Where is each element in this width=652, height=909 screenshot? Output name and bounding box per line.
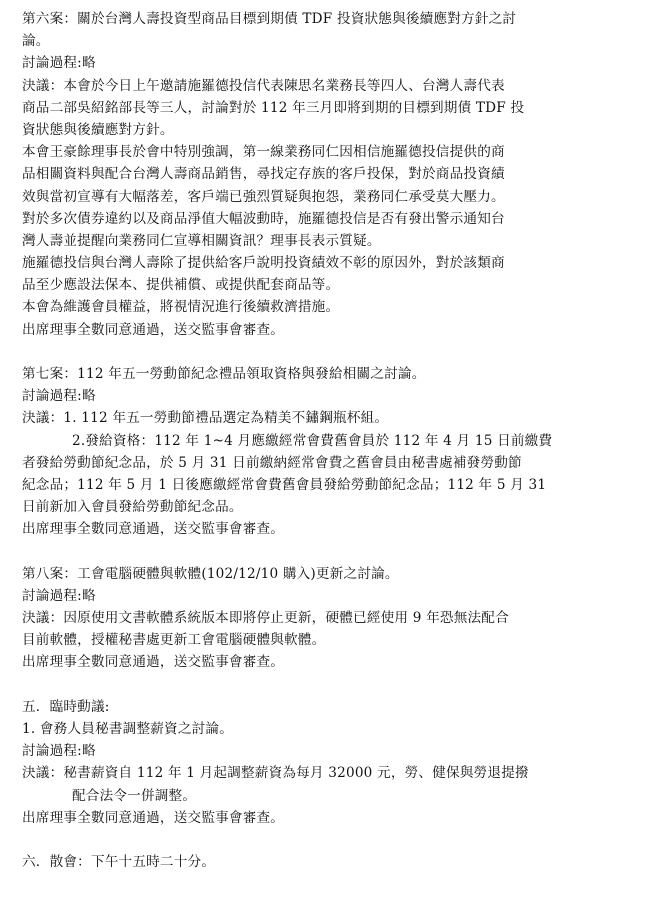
case6-body-line: 本會王豪餘理事長於會中特別強調，第一線業務同仁因相信施羅德投信提供的商 (22, 144, 505, 161)
case8-resolution-line: 決議：因原使用文書軟體系統版本即將停止更新，硬體已經使用 9 年恐無法配合 (22, 610, 509, 627)
case6-resolution-line: 決議：本會於今日上午邀請施羅德投信代表陳思名業務長等四人、台灣人壽代表 (22, 77, 505, 94)
section5-resolution-cont: 配合法令一併調整。 (72, 787, 197, 804)
section5-heading: 五．臨時動議: (22, 698, 110, 715)
case8-title: 第八案：工會電腦硬體與軟體(102/12/10 購入)更新之討論。 (22, 565, 399, 582)
section5-item1-title: 1. 會務人員秘書調整薪資之討論。 (22, 721, 234, 737)
case6-body-line: 品相關資料與配合台灣人壽商品銷售，尋找定存族的客戶投保，對於商品投資績 (22, 166, 505, 183)
spacer (22, 341, 638, 363)
case6-resolution-line: 資狀態與後續應對方針。 (22, 121, 174, 138)
meeting-minutes-page (22, 8, 638, 873)
spacer (22, 541, 638, 563)
case7-resolution-item-2: 2.發給資格：112 年 1~4 月應繳經常會費舊會員於 112 年 4 月 15 日前繳費 (72, 432, 553, 449)
case6-body-line: 品至少應設法保本、提供補償、或提供配套商品等。 (22, 277, 340, 294)
case7-resolution-line: 者發給勞動節紀念品，於 5 月 31 日前繳納經常會費之舊會員由秘書處補發勞動節 (22, 454, 522, 471)
case-6 (22, 8, 638, 341)
section-5-extempore-motions (22, 696, 638, 829)
case6-process: 討論過程:略 (22, 55, 96, 72)
case6-title-line: 論。 (22, 33, 50, 50)
section5-process: 討論過程:略 (22, 743, 96, 760)
spacer (22, 674, 638, 696)
case6-body-line: 對於多次債券違約以及商品淨值大幅波動時，施羅德投信是否有發出警示通知台 (22, 210, 505, 227)
case7-title: 第七案：112 年五一勞動節紀念禮品領取資格與發給相關之討論。 (22, 366, 426, 382)
case6-resolution-line: 商品二部吳紹銘部長等三人，討論對於 112 年三月即將到期的目標到期債 TDF 投 (22, 99, 525, 116)
case8-process: 討論過程:略 (22, 587, 96, 604)
case7-resolution-line: 紀念品；112 年 5 月 1 日後應繳經常會費舊會員發給勞動節紀念品；112 年 5 月 31 (22, 476, 547, 493)
case-8 (22, 563, 638, 674)
case-7 (22, 363, 638, 541)
case7-approval: 出席理事全數同意通過，送交監事會審查。 (22, 521, 285, 538)
section5-approval: 出席理事全數同意通過，送交監事會審查。 (22, 809, 285, 826)
section-6-adjournment (22, 851, 638, 873)
case6-approval: 出席理事全數同意通過，送交監事會審查。 (22, 321, 285, 338)
section6-text: 六．散會：下午十五時二十分。 (22, 854, 216, 871)
case7-process: 討論過程:略 (22, 388, 96, 405)
case8-approval: 出席理事全數同意通過，送交監事會審查。 (22, 654, 285, 671)
case8-resolution-line: 目前軟體，授權秘書處更新工會電腦硬體與軟體。 (22, 632, 326, 649)
case6-title-line: 第六案：關於台灣人壽投資型商品目標到期債 TDF 投資狀態與後續應對方針之討 (22, 11, 517, 27)
section5-resolution: 決議：秘書薪資自 112 年 1 月起調整薪資為每月 32000 元，勞、健保與勞退提撥 (22, 765, 529, 782)
case6-body-line: 效與當初宣導有大幅落差，客戶端已強烈質疑與抱怨，業務同仁承受莫大壓力。 (22, 188, 505, 205)
case6-body-line: 本會為維護會員權益，將視情況進行後續救濟措施。 (22, 299, 340, 316)
case6-body-line: 施羅德投信與台灣人壽除了提供給客戶說明投資績效不彰的原因外，對於該類商 (22, 255, 505, 272)
case7-resolution-line: 日前新加入會員發給勞動節紀念品。 (22, 499, 243, 516)
case6-body-line: 灣人壽並提醒向業務同仁宣導相關資訊？理事長表示質疑。 (22, 232, 381, 249)
case7-resolution-item-1: 決議：1. 112 年五一勞動節禮品選定為精美不鏽鋼瓶杯組。 (22, 410, 389, 427)
spacer (22, 829, 638, 851)
